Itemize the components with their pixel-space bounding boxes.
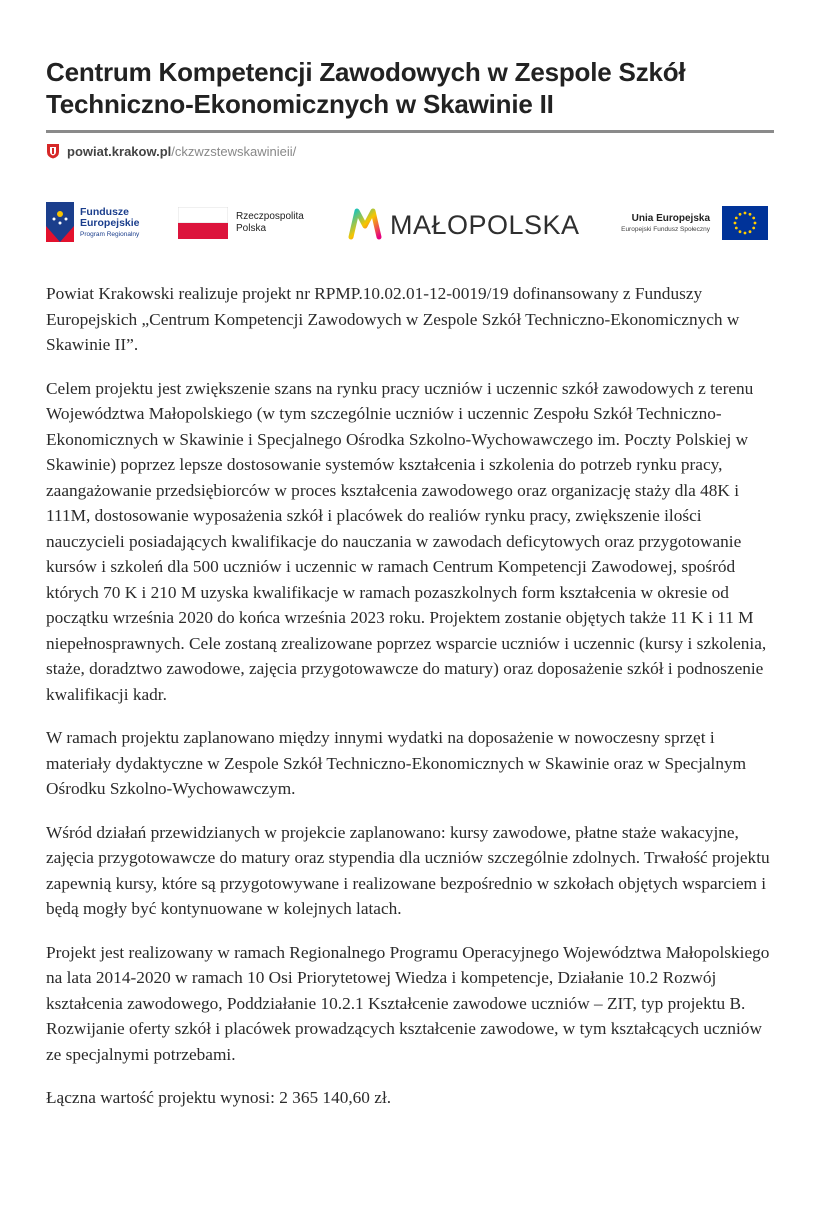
source-path: /ckzwzstewskawinieii/ (171, 143, 297, 159)
eu-flag-icon (722, 206, 768, 240)
paragraph: Powiat Krakowski realizuje projekt nr RPMP.10.02.01-12-0019/19 dofinansowany z Funduszy Europejskich „Centrum Kompetencji Zawodowych w Zespole Szkół Techniczno-Ekonomicznych w Skawinie II”. (46, 284, 740, 354)
paragraph: Projekt jest realizowany w ramach Regionalnego Programu Operacyjnego Województwa Małopolskiego na lata 2014-2020 w ramach 10 Osi Priorytetowej Wiedza i kompetencje, Działanie 10.2 Rozwój kształcenia zawodowego, Poddziałanie 10.2.1 Kształcenie zawodowe uczniów – ZIT, typ projektu B. Rozwijanie oferty szkół i placówek prowadzących kształcenie zawodowe, w tym kształcących uczniów ze specjalnymi potrzebami. (46, 942, 770, 1064)
unia-line1: Unia Europejska (631, 213, 710, 224)
fundusze-europejskie-logo (46, 200, 166, 245)
page-title: Centrum Kompetencji Zawodowych w Zespole Szkół Techniczno-Ekonomicznych w Skawinie II (46, 57, 686, 119)
paragraph: Wśród działań przewidzianych w projekcie zaplanowano: kursy zawodowe, płatne staże wakacyjne, zajęcia przygotowawcze do matury oraz stypendia dla uczniów szczególnie zdolnych. Trwałość projektu zapewnią kursy, które są przygotowywane i realizowane bezpośrednio w szkołach objętych wsparciem i będą mogły być kontynuowane w kolejnych latach. (46, 822, 770, 918)
source-domain: powiat.krakow.pl (67, 143, 172, 159)
fundusze-line3: Program Regionalny (80, 231, 140, 238)
fundusze-line1: Fundusze (80, 206, 129, 218)
unia-europejska-logo (608, 200, 774, 245)
malopolska-emblem-icon (348, 206, 382, 240)
source-url-link[interactable] (67, 144, 296, 159)
rzeczpospolita-line1: Rzeczpospolita (236, 211, 304, 222)
malopolska-wordmark: MAŁOPOLSKA (390, 210, 580, 240)
rzeczpospolita-polska-logo (178, 200, 328, 245)
fundusze-europejskie-emblem-icon (46, 202, 74, 242)
rzeczpospolita-line2: Polska (236, 223, 267, 234)
polish-flag-icon (178, 207, 228, 239)
article-body (46, 281, 774, 1129)
powiat-crest-icon (46, 143, 60, 159)
total-value-paragraph: Łączna wartość projektu wynosi: 2 365 140,60 zł. (46, 1088, 392, 1107)
fundusze-line2: Europejskie (80, 217, 140, 229)
malopolska-logo (348, 200, 588, 245)
title-divider (46, 130, 774, 133)
article (46, 0, 774, 1107)
funding-logos-strip (46, 200, 774, 245)
paragraph: Celem projektu jest zwiększenie szans na rynku pracy uczniów i uczennic szkół zawodowych z terenu Województwa Małopolskiego (w tym szczególnie uczniów i uczennic Zespołu Szkół Techniczno-Ekonomicznych w Skawinie i Specjalnego Ośrodka Szkolno-Wychowawczego im. Poczty Polskiej w Skawinie) poprzez lepsze dostosowanie systemów kształcenia i szkolenia do potrzeb rynku pracy, zaangażowanie przedsiębiorców w proces kształcenia zawodowego oraz organizację staży dla 48K i 111M, dostosowanie wyposażenia szkół i placówek do realiów rynku pracy, zwiększenie ilości nauczycieli posiadających kwalifikacje do nauczania w zawodach deficytowych oraz przygotowanie kursów i szkoleń dla 500 uczniów i uczennic w ramach Centrum Kompetencji Zawodowej, spośród których 70 K i 210 M uzyska kwalifikacje w ramach pozaszkolnych form kształcenia w okresie od początku września 2020 do końca września 2023 roku. Projektem zostanie objętych także 11 K i 11 M niepełnosprawnych. Cele zostaną zrealizowane poprzez wsparcie uczniów i uczennic (kursy i szkolenia, staże, doradztwo zawodowe, zajęcia przygotowawcze do matury) oraz doposażenie szkół i podnoszenie kwalifikacji kadr. (46, 378, 767, 704)
paragraph: W ramach projektu zaplanowano między innymi wydatki na doposażenie w nowoczesny sprzęt i materiały dydaktyczne w Zespole Szkół Techniczno-Ekonomicznych w Skawinie oraz w Specjalnym Ośrodku Szkolno-Wychowawczym. (46, 728, 747, 798)
unia-line2: Europejski Fundusz Społeczny (621, 226, 710, 233)
source-link-row (46, 141, 774, 161)
